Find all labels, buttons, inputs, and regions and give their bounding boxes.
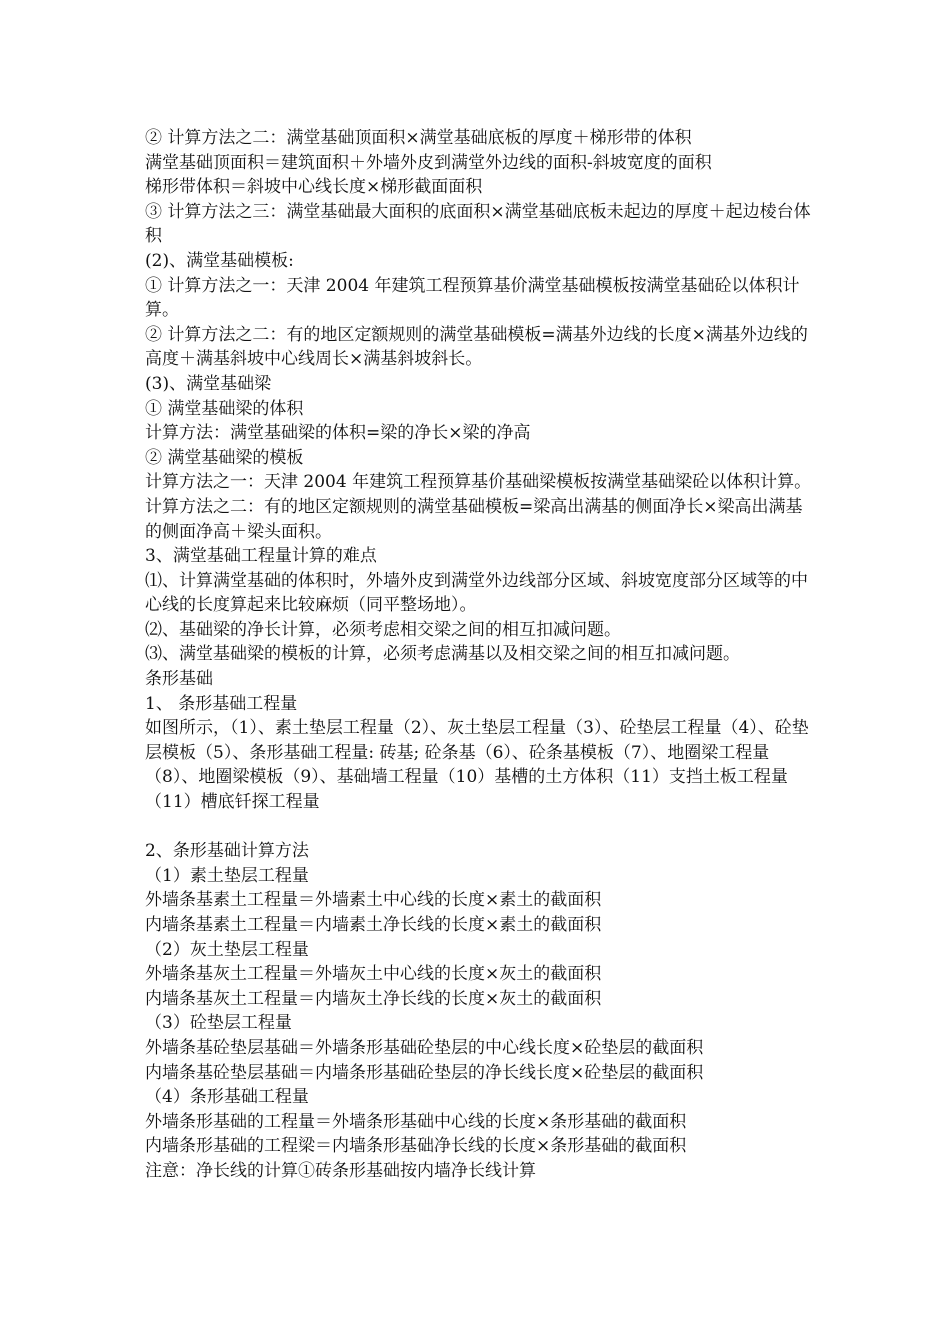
paragraph: ② 计算方法之二：满堂基础顶面积×满堂基础底板的厚度＋梯形带的体积 [145, 128, 692, 148]
section-heading: 条形基础 [145, 669, 213, 690]
paragraph: ⑴、计算满堂基础的体积时，外墙外皮到满堂外边线部分区域、斜坡宽度部分区域等的中心线的长度算起来比较麻烦（同平整场地）。 [145, 570, 808, 616]
paragraph: ② 满堂基础梁的模板 [145, 447, 304, 468]
sub-heading: （1）素土垫层工程量 [145, 865, 309, 886]
paragraph: ① 满堂基础梁的体积 [145, 398, 304, 419]
blank-line [145, 815, 815, 840]
paragraph: 梯形带体积＝斜坡中心线长度×梯形截面面积 [145, 177, 483, 198]
paragraph: 外墙条基素土工程量＝外墙素土中心线的长度×素土的截面积 [145, 890, 602, 911]
note: 注意：净长线的计算①砖条形基础按内墙净长线计算 [145, 1160, 536, 1181]
paragraph: 外墙条基砼垫层基础＝外墙条形基础砼垫层的中心线长度×砼垫层的截面积 [145, 1037, 704, 1058]
paragraph: 内墙条基砼垫层基础＝内墙条形基础砼垫层的净长线长度×砼垫层的截面积 [145, 1062, 704, 1083]
paragraph: ⑶、满堂基础梁的模板的计算，必须考虑满基以及相交梁之间的相互扣减问题。 [145, 644, 740, 665]
paragraph: ⑵、基础梁的净长计算，必须考虑相交梁之间的相互扣减问题。 [145, 619, 621, 640]
paragraph: 计算方法：满堂基础梁的体积=梁的净长×梁的净高 [145, 423, 531, 444]
section-heading: 2、条形基础计算方法 [145, 841, 309, 862]
paragraph: 内墙条基灰土工程量＝内墙灰土净长线的长度×灰土的截面积 [145, 988, 602, 1009]
paragraph: 计算方法之一：天津 2004 年建筑工程预算基价基础梁模板按满堂基础梁砼以体积计算。 [145, 472, 812, 493]
section-heading: (3)、满堂基础梁 [145, 373, 272, 394]
paragraph: ② 计算方法之二：有的地区定额规则的满堂基础模板=满基外边线的长度×满基外边线的高度＋满基斜坡中心线周长×满基斜坡斜长。 [145, 324, 808, 370]
paragraph: 计算方法之二：有的地区定额规则的满堂基础模板=梁高出满基的侧面净长×梁高出满基的侧面净高＋梁头面积。 [145, 496, 803, 542]
section-heading: 3、满堂基础工程量计算的难点 [145, 546, 377, 567]
sub-heading: （4）条形基础工程量 [145, 1087, 309, 1108]
paragraph: ③ 计算方法之三：满堂基础最大面积的底面积×满堂基础底板未起边的厚度＋起边棱台体积 [145, 201, 811, 247]
section-heading: (2)、满堂基础模板: [145, 250, 294, 271]
paragraph: 如图所示，（1）、素土垫层工程量（2）、灰土垫层工程量（3）、砼垫层工程量（4）、砼垫层模板（5）、条形基础工程量: 砖基; 砼条基（6）、砼条基模板（7）、地圈梁工程量（8）、地圈梁模板（9）、基础墙工程量（10）基槽的土方体积（11）支挡土板工程量（11）槽底钎探工程量 [145, 718, 809, 813]
document-body [145, 126, 815, 1184]
paragraph: ① 计算方法之一：天津 2004 年建筑工程预算基价满堂基础模板按满堂基础砼以体积计算。 [145, 275, 800, 321]
section-heading: 1、 条形基础工程量 [145, 693, 298, 714]
paragraph: 外墙条形基础的工程量＝外墙条形基础中心线的长度×条形基础的截面积 [145, 1111, 687, 1132]
paragraph: 内墙条基素土工程量＝内墙素土净长线的长度×素土的截面积 [145, 915, 602, 935]
paragraph: 内墙条形基础的工程梁＝内墙条形基础净长线的长度×条形基础的截面积 [145, 1136, 687, 1157]
sub-heading: （2）灰土垫层工程量 [145, 939, 309, 960]
paragraph: 满堂基础顶面积＝建筑面积＋外墙外皮到满堂外边线的面积-斜坡宽度的面积 [145, 152, 712, 173]
paragraph: 外墙条基灰土工程量＝外墙灰土中心线的长度×灰土的截面积 [145, 964, 602, 985]
sub-heading: （3）砼垫层工程量 [145, 1013, 292, 1034]
